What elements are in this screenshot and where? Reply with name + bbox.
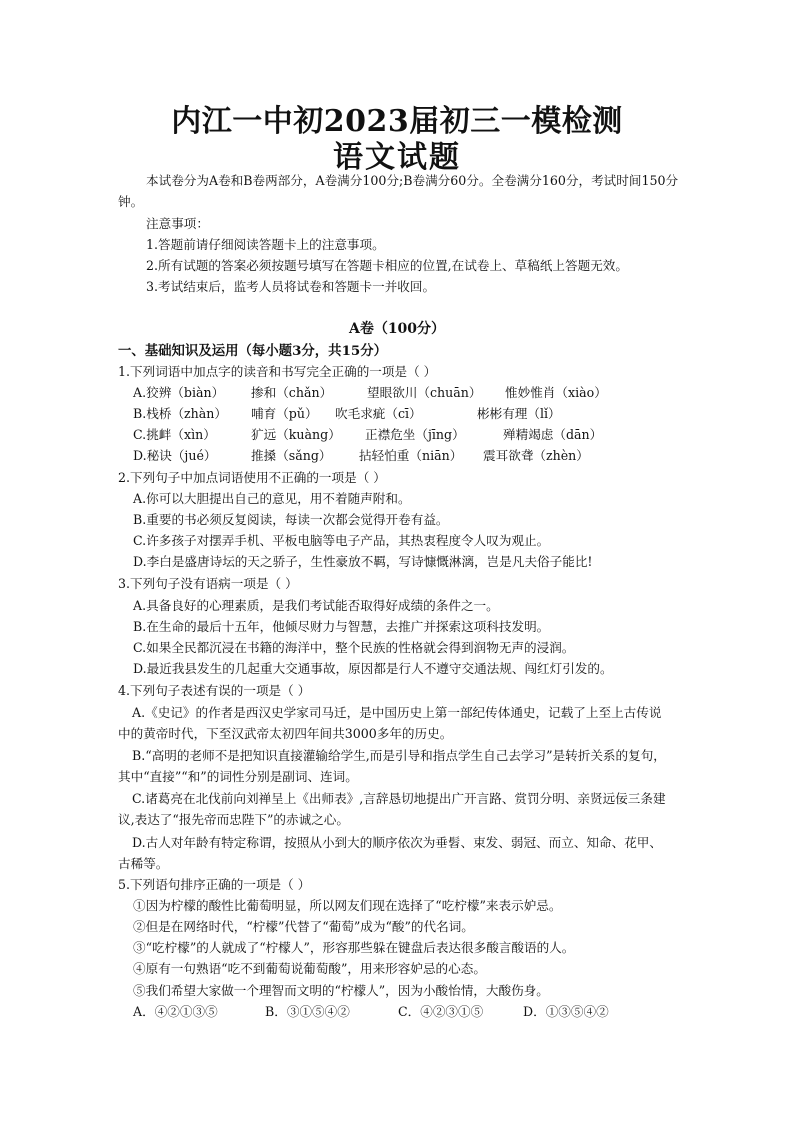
notice-item: 3.考试结束后，监考人员将试卷和答题卡一并收回。 xyxy=(146,279,436,294)
option-cell: C.挑衅（xìn） xyxy=(133,427,216,442)
question-2-option: A.你可以大胆提出自己的意见，用不着随声附和。 xyxy=(133,491,411,506)
question-2-option: C.许多孩子对摆弄手机、平板电脑等电子产品，其热衷程度令人叹为观止。 xyxy=(133,533,550,548)
choice-option: B．③①⑤④② xyxy=(265,1004,350,1019)
option-cell: 惟妙惟肖（xiào） xyxy=(505,385,607,400)
question-2-option: D.李白是盛唐诗坛的天之骄子，生性豪放不羁，写诗慷慨淋漓，岂是凡夫俗子能比! xyxy=(133,554,593,569)
notice-item: 2.所有试题的答案必须按题号填写在答题卡相应的位置,在试卷上、草稿纸上答题无效。 xyxy=(146,258,628,273)
question-2-stem: 2.下列句子中加点词语使用不正确的一项是（ ） xyxy=(118,470,386,485)
notice-title: 注意事项： xyxy=(146,216,209,231)
option-cell: 震耳欲聋（zhèn） xyxy=(483,448,589,463)
part-one-heading: 一、基础知识及运用（每小题3分，共15分） xyxy=(118,343,387,359)
question-4-stem: 4.下列句子表述有误的一项是（ ） xyxy=(118,683,311,698)
notice-item: 1.答题前请仔细阅读答题卡上的注意事项。 xyxy=(146,237,385,252)
question-2-option: B.重要的书必须反复阅读，每读一次都会觉得开卷有益。 xyxy=(133,512,449,527)
question-4-option-d: D.古人对年龄有特定称谓，按照从小到大的顺序依次为垂髫、束发、弱冠、而立、知命、花甲、古稀等。 xyxy=(118,835,662,871)
question-5-sentence: ②但是在网络时代，“柠檬”代替了“葡萄”成为“酸”的代名词。 xyxy=(133,919,474,934)
option-cell: B.栈桥（zhàn） xyxy=(133,406,227,421)
option-cell: 殚精竭虑（dān） xyxy=(503,427,603,442)
question-5-sentence: ③“吃柠檬”的人就成了“柠檬人”，形容那些躲在键盘后表达很多酸言酸语的人。 xyxy=(133,940,575,955)
question-4-option-b: B.“高明的老师不是把知识直接灌输给学生,而是引导和指点学生自己去学习”是转折关系的复句，其中“直接”“和”的词性分别是副词、连词。 xyxy=(118,748,666,784)
question-3-option: B.在生命的最后十五年，他倾尽财力与智慧，去推广并探索这项科技发明。 xyxy=(133,619,550,634)
choice-option: A．④②①③⑤ xyxy=(133,1004,218,1019)
option-cell: D.秘诀（jué） xyxy=(133,448,217,463)
question-5-sentence: ⑤我们希望大家做一个理智而文明的“柠檬人”，因为小酸怡情，大酸伤身。 xyxy=(133,983,549,998)
question-3-option: A.具备良好的心理素质，是我们考试能否取得好成绩的条件之一。 xyxy=(133,598,499,613)
question-5-sentence: ①因为柠檬的酸性比葡萄明显，所以网友们现在选择了“吃柠檬”来表示妒忌。 xyxy=(133,898,562,913)
option-cell: A.狡辨（biàn） xyxy=(133,385,225,400)
option-cell: 望眼欲川（chuān） xyxy=(367,385,482,400)
question-3-stem: 3.下列句子没有语病一项是（ ） xyxy=(118,576,298,591)
option-cell: 正襟危坐（jīng） xyxy=(365,427,465,442)
question-4-option-c: C.诸葛亮在北伐前向刘禅呈上《出师表》,言辞恳切地提出广开言路、赏罚分明、亲贤远佞三条建议,表达了“报先帝而忠陛下”的赤诚之心。 xyxy=(118,791,666,827)
question-3-option: D.最近我县发生的几起重大交通事故，原因都是行人不遵守交通法规、闯红灯引发的。 xyxy=(133,661,613,676)
option-cell: 推搡（sǎng） xyxy=(251,448,332,463)
exam-subtitle: 语文试题 xyxy=(333,140,461,175)
exam-title: 内江一中初2023届初三一模检测 xyxy=(171,104,623,139)
question-5-sentence: ④原有一句熟语“吃不到葡萄说葡萄酸”，用来形容妒忌的心态。 xyxy=(133,961,486,976)
section-a-title: A卷（100分） xyxy=(348,321,446,337)
choice-option: C．④②③①⑤ xyxy=(398,1004,484,1019)
intro-text: 本试卷分为A卷和B卷两部分，A卷满分100分;B卷满分60分。全卷满分160分，考试时间150分钟。 xyxy=(118,173,679,209)
question-5-stem: 5.下列语句排序正确的一项是（ ） xyxy=(118,877,311,892)
option-cell: 哺育（pǔ） xyxy=(251,406,318,421)
option-cell: 犷远（kuàng） xyxy=(251,427,341,442)
question-4-option-a: A.《史记》的作者是西汉史学家司马迁，是中国历史上第一部纪传体通史，记载了上至上古传说中的黄帝时代，下至汉武帝太初四年间共3000多年的历史。 xyxy=(118,705,662,741)
option-cell: 掺和（chǎn） xyxy=(251,385,333,400)
choice-option: D．①③⑤④② xyxy=(523,1004,609,1019)
option-cell: 彬彬有理（lǐ） xyxy=(477,406,561,421)
option-cell: 吹毛求疵（cī） xyxy=(335,406,422,421)
question-1-stem: 1.下列词语中加点字的读音和书写完全正确的一项是（ ） xyxy=(118,364,437,379)
option-cell: 拈轻怕重（niān） xyxy=(359,448,463,463)
question-3-option: C.如果全民都沉浸在书籍的海洋中，整个民族的性格就会得到润物无声的浸润。 xyxy=(133,640,575,655)
